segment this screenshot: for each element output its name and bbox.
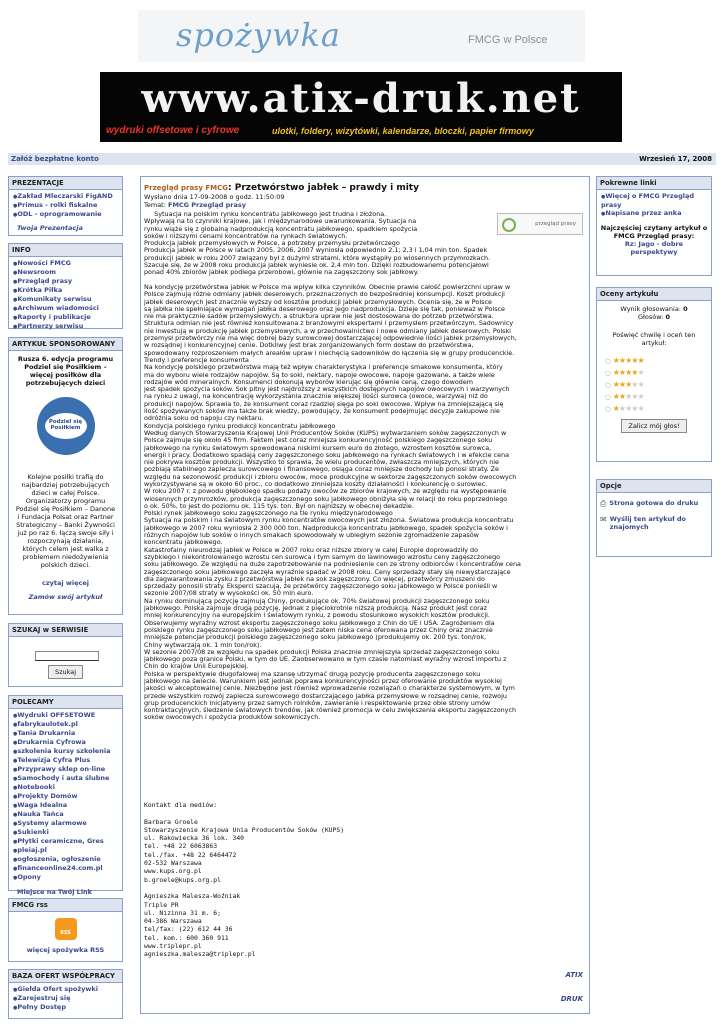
- logo-text: spożywka: [176, 16, 341, 54]
- options-header: Opcje: [597, 480, 711, 493]
- press-review-image: [497, 213, 583, 235]
- count-value: 0: [665, 313, 670, 321]
- info-header: INFO: [9, 244, 122, 257]
- printer-icon: ⎙: [600, 499, 607, 508]
- related-links-box: [596, 176, 712, 276]
- article-body: Sytuacja na polskim rynku koncentratu jabłkowego jest trudna i złożona. Wpływają na to czynniki krajowe, jak i międzynarodowe uwarunkowania. Sytuacja na rynku wiąże się z globalną nadprodukcją koncentratu jabłkowego, spadkiem spożycia soków i niższymi cenami koncentratów na rynkach światowych. Produkcja jabłek przemysłowych w Polsce, a potrzeby przemysłu przetwórczego Produkcja jabłek w Polsce w latach 2005, 2006, 2007 wyniosła odpowiednio 2,1; 2,3 i 1,04 mln ton. Spadek produkcji jabłek w roku 2007 związany był z dużymi stratami, które wystąpiły po wiosennych przymrozkach. Szacuje się, że w 2008 roku produkcja jabłek wyniesie ok. 2,4 mln ton. Dzięki rozbudowanemu potencjałowi ponad 40% zbiorów jabłek podlega przerobowi, głównie na zagęszczony sok jabłkowy. Na kondycję przetwórstwa jabłek w Polsce ma wpływ kilka czynników. Obecnie prawie całość powierzchni upraw w Polsce zajmują różne odmiany jabłek deserowych, przeznaczonych do bezpośredniej konsumpcji. Koszt produkcji jabłek deserowych jest znacznie wyższy od kosztów produkcji jabłek przemysłowych. Ocenia się, że w Polsce są jabłka nie spełniające wymagań jabłka deserowego oraz jego nadprodukcja. Dzieje się tak, ponieważ w Polsce nie ma praktycznie sadów przemysłowych, a struktura upraw nie jest dostosowana do potrzeb przetwórstwa. Struktura odmian nie jest również konsultowana z branżowymi ekspertami i przemysłem przetwórczym. Sadownicy nie inwestują w produkcję jabłek przemysłowych, a w przechowalnictwo i nowe odmiany jabłek deserowych. Polski przemysł przetwórczy nie ma więc dobrej bazy surowcowej dostarczającej odpowiednie ilości jabłek przemysłowych, w rozsądnej i konkurencyjnej cenie. Dotkliwy jest brak zorganizowanych form dostaw do przetwórstwa, spowodowany rozproszeniem małych areałów upraw i niechęcią sadowników do łączenia się w grupy producenckie. Trendy i preferencje konsumenta Na kondycję polskiego przetwórstwa mają też wpływ charakterystyka i preferencje smakowe konsumenta, który ma do wyboru wiele rodzajów napojów. Są to soki, nektary, napoje owocowe, napoje gazowane, a także wiele rodzajów wód mineralnych. Konsumenci dokonują wyborów kierując się głównie ceną, czego dowodem jest spadek spożycia soków. Sok pitny jest najdroższy z wszystkich dostępnych napojów owocowych i warzywnych na rynku z uwagi, na koncentrację wykorzystania znacznie większej ilości surowca (owoce, warzywa) niż do produkcji napojów. Sprawia to, że konsument coraz rzadziej sięga po soki owocowe. Wpływ na zmniejszającą się ilość spożywanych soków ma także brak wiedzy, powodujący, że konsument podejmując decyzje zakupowe nie odróżnia soku od napoju czy nektaru. Kondycja polskiego rynku produkcji koncentratu jabłkowego Według danych Stowarzyszenia Krajowej Unii Producentów Soków (KUPS) wytwarzaniem soków zagęszczonych w Polsce zajmuje się około 45 firm. Faktem jest coraz mniejsza konkurencyjność polskiego zagęszczonego soku jabłkowego na rynku światowym spowodowana niskimi kursem euro do złotego, wzrostem kosztów surowca, energii i pracy. Dodatkowo spadają ceny zagęszczonego soku jabłkowego na rynkach światowych i w efekcie cena nie pokrywa kosztów produkcji. Wszystko to sprawia, że wielu producentów, zwłaszcza mniejszych, których nie pozbiają stabilnego zaplecza surowcowego i finansowego, osiąga coraz mniejsze dochody lub ponosi straty. Ze względu na sezonowość produkcji i zbioru owoców, moce produkcyjne w sektorze zagęszczonych soków owocowych wykorzystywane są w około 60 proc., co dodatkowo zmniejsza koszty działalności i konkurencję o surowiec. W roku 2007 r. z powodu głębokiego spadku podaży owoców ze zbiorów krajowych, ze względu na występowanie wiosennych przymrozków, produkcja zagęszczonego soku jabłkowego obniżyła się w relacji do roku poprzedniego o ok. 50%, to jest do poziomu ok. 115 tys. ton. Był on najniższy w obecnej dekadzie. Polski rynek jabłkowego soku zagęszczonego na tle rynku międzynarodowego Sytuacja na polskim i na światowym rynku koncentratów owocowych jest złożona. Światowa produkcja koncentratu jabłkowego w 2007 roku wyniosła 2 300 000 ton. Nadprodukcja koncentratu jabłkowego, spadek spożycia soków i różnych napojów lub soków o innych smakach spowodowały w ubiegłym sezonie zgromadzenie zapasów koncentratu jabłkowego. Katastrofalny nieurodzaj jabłek w Polsce w 2007 roku oraz niższe zbiory w całej Europie doprowadziły do szybkiego i niekontrolowanego wzrostu cen surowca i tym samym do lawinowego wzrostu ceny zagęszczonego soku jabłkowego. Ze względu na duże zapotrzebowanie na podniesienie cen ze strony odbiorców i koncentratów cena zagęszczonego soku jabłkowego zaczęła wyraźnie spadać w 2008 roku. Ceny sprzedaży stały się niewystarczające dla zagwarantowania zysku z przetwórstwa jabłek na sok zagęszczony. Co więcej, przetwórcy zmuszeni do sprzedaży ponosili straty. Eksperci szacują, że przetwórcy zagęszczonego soku jabłkowego w Polsce ponieśli w sezonie 2007/08 straty w wysokości ok. 50 mln euro. Na rynku dominującą pozycję zajmują Chiny, produkujące ok. 70% światowej produkcji zagęszczonego soku jabłkowego. Polska zajmuje drugą pozycję, jednak z pięciokrotnie niższą produkcją. Nasz produkt jest coraz mniej konkurencyjny na europejskim i światowym rynku, z powodu stosunkowo wysokich kosztów produkcji. Obserwujemy wyraźny wzrost eksportu zagęszczonego soku jabłkowego z Chin do UE i USA. Zagrożeniem dla polskiego rynku zagęszczonego soku jabłkowego jest zatem niska cena oferowana przez Chiny oraz znacznie mniejsze potencjał produkcji polskiego zagęszczonego soku jabłkowego (produkujemy ok. 200 tys. ton/rok, Chiny wytwarzają ok. 1 mln ton/rok). W sezonie 2007/08 ze względu na spadek produkcji Polska znacznie zmniejszyła sprzedaż zagęszczonego soku jabłkowego poza granice Polski, w tym do UE. Zaobserwowano w tym czasie natomiast wyraźny wzrost importu z Chin do krajów Unii Europejskiej. Polska w perspektywie długofalowej ma szansę utrzymać drugą pozycję producenta zagęszczonego soku jabłkowego na świecie. Warunkiem jest jednak poprawa konkurencyjności przez oferowanie produktów wysokiej jakości w akceptowalnej cenie. Niezbędne jest również wprowadzenie rozwiązań o charakterze systemowym, w tym przede wszystkim rozwój zaplecza surowcowego dostarczającego jabłka przemysłowe w rozsądnej cenie, rozwoju grup producenckich inicjatywny przez samych rolników, zawieranie i respektowanie przez obie strony umów kontraktacyjnych, śledzenie światowych trendów, jak również promocja w celu zwiększenia eksportu zagęszczonych soków owocowych i spożycia produktów sokowniczych.: [144, 210, 521, 722]
- count-row: [597, 313, 711, 321]
- radio-button[interactable]: ○: [605, 393, 613, 401]
- your-presentation-link[interactable]: Twoja Prezentacja: [17, 224, 83, 232]
- rating-box: [596, 287, 712, 462]
- votes-label: Wynik głosowania:: [620, 305, 682, 313]
- empty-star-icon: ★: [637, 368, 644, 377]
- info-link[interactable]: ● Krótka Piłka: [13, 286, 118, 295]
- presentation-link[interactable]: ● Zakład Mleczarski FigAND: [13, 192, 118, 201]
- sponsored-text: Kolejne posiłki trafią do najbardziej potrzebujących dzieci w całej Polsce. Organizatorzy programu Podziel się Posiłkiem – Danone i Fundacja Polsat oraz Partner Strategiczny – Banki Żywności już po raz 6. łączą swoje siły i rozpoczynają działania, których celem jest walka z problemem niedożywienia polskich dzieci.: [15, 473, 116, 569]
- rss-icon[interactable]: RSS: [55, 918, 77, 940]
- most-read-link[interactable]: Rz: Jago - dobre perspektywy: [624, 240, 684, 256]
- empty-star-icon: ★★: [631, 380, 644, 389]
- top-bar: [8, 153, 716, 165]
- radio-button[interactable]: ○: [605, 369, 613, 377]
- recommended-link[interactable]: ● financeonline24.com.pl: [13, 864, 118, 873]
- press-review-label: przegląd prasy: [535, 221, 576, 227]
- badge-logo[interactable]: [37, 397, 95, 455]
- rating-header: Oceny artykułu: [597, 288, 711, 301]
- recommended-link[interactable]: ● Systemy alarmowe: [13, 819, 118, 828]
- register-link[interactable]: Załóż bezpłatne konto: [11, 155, 99, 163]
- rss-link[interactable]: więcej spożywka RSS: [26, 946, 105, 954]
- search-header: SZUKAJ w SERWISIE: [9, 624, 122, 637]
- info-link[interactable]: ● Newsroom: [13, 268, 118, 277]
- recommended-link[interactable]: ● Sukienki: [13, 828, 118, 837]
- info-box: [8, 243, 123, 329]
- media-contact: Kontakt dla mediów: Barbara Groele Stowarzyszenie Krajowa Unia Producentów Soków (KUPS) ul. Rakowiecka 36 lok. 340 tel. +48 22 6063863 tel./fax. +48 22 6464472 02-532 Warszawa www.kups.org.pl b.groele@kups.org.pl Agnieszka Maleszа-Woźniak Triple PR ul. Nizinna 31 m. 6; 04-386 Warszawa tel/fax: (22) 612 44 36 tel. kom.: 600 360 911 www.triplepr.pl agnieszka.maleszа@triplepr.pl: [144, 801, 345, 959]
- offers-link[interactable]: ● Zarejestruj się: [13, 994, 118, 1003]
- related-links-header: Pokrewne linki: [597, 177, 711, 190]
- rating-option[interactable]: [605, 391, 711, 403]
- presentations-header: PREZENTACJE: [9, 177, 122, 190]
- offers-link[interactable]: ● Pełny Dostęp: [13, 1003, 118, 1012]
- send-link[interactable]: Wyślij ten artykuł do znajomych: [609, 515, 687, 531]
- druk-label: DRUK: [560, 995, 583, 1003]
- recommended-link[interactable]: ● Samochody i auta ślubne: [13, 774, 118, 783]
- star-icon: ★★★: [612, 380, 632, 389]
- rating-option[interactable]: [605, 379, 711, 391]
- sponsored-article-box: [8, 337, 123, 615]
- recommended-link[interactable]: ● Drukarnia Cyfrowa: [13, 738, 118, 747]
- banner-left-text: wydruki offsetowe i cyfrowe: [106, 125, 240, 136]
- recommended-link[interactable]: ● Notebooki: [13, 783, 118, 792]
- article-title-row: [141, 177, 589, 193]
- sponsored-headline[interactable]: Rusza 6. edycja programu Podziel się Posiłkiem – więcej posiłków dla potrzebujących dzieci: [17, 355, 114, 387]
- search-input[interactable]: [35, 651, 99, 661]
- search-button[interactable]: Szukaj: [48, 665, 83, 679]
- star-icon: ★★★★: [612, 368, 638, 377]
- star-icon: ★★: [612, 392, 626, 401]
- print-option[interactable]: [597, 493, 711, 509]
- star-icon: ★★★★★: [612, 356, 644, 365]
- recommended-link[interactable]: ● Projekty Domów: [13, 792, 118, 801]
- envelope-icon: ✉: [600, 515, 607, 524]
- count-label: Głosów:: [638, 313, 664, 321]
- recommended-link[interactable]: ● Przyprawy sklep on-line: [13, 765, 118, 774]
- order-article-link[interactable]: Zamów swój artykuł: [28, 593, 103, 601]
- print-link[interactable]: Strona gotowa do druku: [609, 499, 699, 507]
- rss-header: FMCG rss: [9, 899, 122, 912]
- rss-box: [8, 898, 123, 962]
- ad-banner[interactable]: [100, 72, 622, 142]
- recommended-link[interactable]: ● ogłoszenia, ogłoszenie: [13, 855, 118, 864]
- related-link[interactable]: ● Więcej o FMCG Przegląd prasy: [601, 192, 707, 209]
- recommended-link[interactable]: ● Telewizja Cyfra Plus: [13, 756, 118, 765]
- article-panel: [140, 176, 590, 1014]
- info-link[interactable]: ● Przegląd prasy: [13, 277, 118, 286]
- rating-option[interactable]: [605, 403, 711, 415]
- offers-header: BAZA OFERT WSPÓŁPRACY: [9, 970, 122, 983]
- recommended-link[interactable]: ● Wydruki OFFSETOWE: [13, 711, 118, 720]
- recommended-link[interactable]: ● szkolenia kursy szkolenia: [13, 747, 118, 756]
- site-logo[interactable]: [138, 10, 585, 62]
- recommended-box: [8, 695, 123, 896]
- current-date: Wrzesień 17, 2008: [639, 155, 712, 163]
- atix-label: ATIX: [565, 971, 583, 979]
- votes-row: [597, 305, 711, 313]
- presentation-link[interactable]: ● Primus - rolki fiskalne: [13, 201, 118, 210]
- recommended-link[interactable]: ● Płytki ceramiczne, Gres: [13, 837, 118, 846]
- recommended-link[interactable]: ● Waga Idealna: [13, 801, 118, 810]
- empty-star-icon: ★★★: [625, 392, 644, 401]
- badge-text: Podziel się Posiłkiem: [48, 419, 83, 431]
- press-review-icon: [502, 218, 516, 232]
- info-link[interactable]: ● Nowości FMCG: [13, 259, 118, 268]
- banner-title: www.atix-druk.net: [141, 75, 581, 122]
- recommended-link[interactable]: ● pleiaj.pl: [13, 846, 118, 855]
- rating-prompt: Poświęć chwilę i oceń ten artykuł:: [612, 331, 696, 347]
- info-link[interactable]: ● Archiwum wiadomości: [13, 304, 118, 313]
- topic-label: Temat:: [144, 201, 166, 209]
- star-icon: ★: [612, 404, 619, 413]
- vote-button[interactable]: Zalicz mój głos!: [621, 419, 686, 433]
- recommended-link[interactable]: ● Opony: [13, 873, 118, 882]
- info-link[interactable]: ● Partnerzy serwisu: [13, 322, 118, 331]
- recommended-link[interactable]: ● fabrykaulotek.pl: [13, 720, 118, 729]
- info-link[interactable]: ● Komunikaty serwisu: [13, 295, 118, 304]
- logo-subtitle: FMCG w Polsce: [468, 34, 548, 46]
- recommended-header: POLECAMY: [9, 696, 122, 709]
- offers-box: [8, 969, 123, 1019]
- most-read-label: Najczęściej czytany artykuł o FMCG Przegląd prasy:: [600, 224, 708, 240]
- article-category[interactable]: Przegląd prasy FMCG: [144, 184, 228, 192]
- send-option[interactable]: [597, 509, 711, 531]
- radio-button[interactable]: ○: [605, 357, 613, 365]
- radio-button[interactable]: ○: [605, 405, 613, 413]
- options-box: [596, 479, 712, 557]
- rating-option[interactable]: [605, 355, 711, 367]
- article-topic-row: [141, 201, 589, 209]
- radio-button[interactable]: ○: [605, 381, 613, 389]
- presentations-box: [8, 176, 123, 236]
- recommended-link[interactable]: ● Tania Drukarnia: [13, 729, 118, 738]
- banner-right-text: ulotki, foldery, wizytówki, kalendarze, bloczki, papier firmowy: [272, 126, 534, 136]
- search-box: [8, 623, 123, 687]
- sponsored-header: ARTYKUŁ SPONSOROWANY: [9, 338, 122, 351]
- recommended-link[interactable]: ● Nauka Tańca: [13, 810, 118, 819]
- info-link[interactable]: ● Raporty i publikacje: [13, 313, 118, 322]
- votes-value: 0: [683, 305, 688, 313]
- related-link[interactable]: ● Napisane przez anka: [601, 209, 707, 218]
- presentation-link[interactable]: ● ODL - oprogramowanie: [13, 210, 118, 219]
- read-more-link[interactable]: czytaj więcej: [42, 579, 89, 587]
- your-link-here[interactable]: Miejsce na Twój Link: [17, 888, 93, 896]
- rating-option[interactable]: [605, 367, 711, 379]
- empty-star-icon: ★★★★: [618, 404, 644, 413]
- article-title: : Przetwórstwo jabłek – prawdy i mity: [227, 183, 419, 193]
- article-date: Wysłano dnia 17-09-2008 o godz. 11:50:09: [144, 193, 285, 201]
- topic-link[interactable]: FMCG Przegląd prasy: [168, 201, 246, 209]
- offers-link[interactable]: ● Giełda Ofert spożywki: [13, 985, 118, 994]
